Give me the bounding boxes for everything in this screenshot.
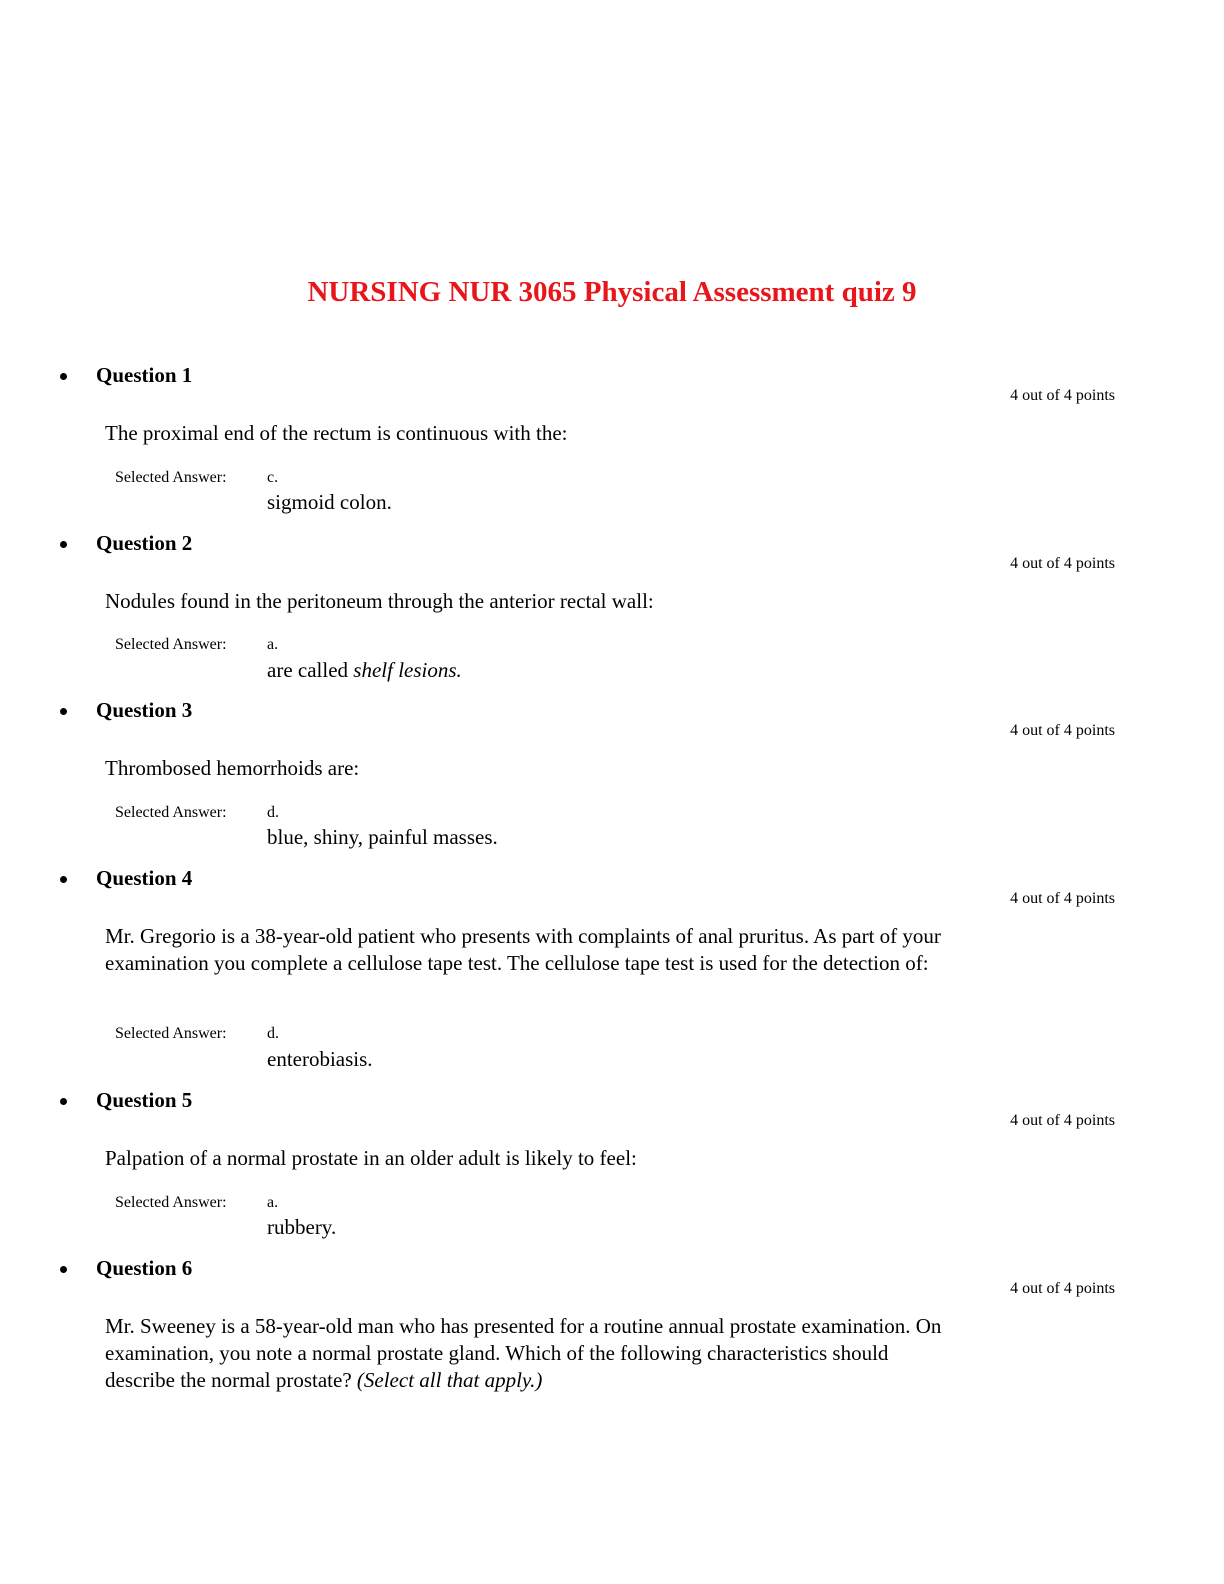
question-text-main: Mr. Gregorio is a 38-year-old patient who presents with complaints of anal pruritus. As part of your examination you complete a cellulose tape test. The cellulose tape test is used for the detection of: bbox=[105, 924, 941, 975]
question-text bbox=[105, 420, 1005, 447]
bullet-icon bbox=[60, 708, 67, 715]
selected-answer-label: Selected Answer: bbox=[115, 636, 227, 653]
answer-letter: c. bbox=[267, 469, 279, 486]
answer-text-main: are called bbox=[267, 658, 354, 682]
answer-text bbox=[267, 1214, 336, 1240]
answer-text-main: blue, shiny, painful masses. bbox=[267, 825, 498, 849]
question-text bbox=[105, 588, 1005, 615]
question-heading: Question 1 bbox=[96, 363, 193, 387]
question-text bbox=[105, 755, 1005, 782]
question-heading: Question 3 bbox=[96, 698, 193, 722]
answer-text-main: enterobiasis. bbox=[267, 1047, 373, 1071]
question-heading: Question 4 bbox=[96, 866, 193, 890]
answer-text-main: sigmoid colon. bbox=[267, 490, 392, 514]
answer-letter: d. bbox=[267, 804, 279, 821]
question-heading: Question 6 bbox=[96, 1256, 193, 1280]
question-points: 4 out of 4 points bbox=[1010, 387, 1115, 404]
bullet-icon bbox=[60, 373, 67, 380]
question-text-main: The proximal end of the rectum is continuous with the: bbox=[105, 421, 568, 445]
bullet-icon bbox=[60, 1266, 67, 1273]
answer-text-emphasis: shelf lesions. bbox=[353, 658, 462, 682]
answer-text-main: rubbery. bbox=[267, 1215, 337, 1239]
question-text bbox=[105, 1313, 955, 1394]
selected-answer-label: Selected Answer: bbox=[115, 1025, 227, 1042]
bullet-icon bbox=[60, 876, 67, 883]
answer-text bbox=[267, 489, 392, 515]
question-text-main: Thrombosed hemorrhoids are: bbox=[105, 756, 360, 780]
question-text-main: Nodules found in the peritoneum through the anterior rectal wall: bbox=[105, 589, 654, 613]
question-points: 4 out of 4 points bbox=[1010, 1112, 1115, 1129]
question-heading: Question 5 bbox=[96, 1088, 193, 1112]
answer-text bbox=[267, 824, 498, 850]
selected-answer-label: Selected Answer: bbox=[115, 804, 227, 821]
bullet-icon bbox=[60, 541, 67, 548]
answer-text bbox=[267, 657, 462, 683]
question-heading: Question 2 bbox=[96, 531, 193, 555]
answer-text bbox=[267, 1046, 373, 1072]
question-text-main: Mr. Sweeney is a 58-year-old man who has presented for a routine annual prostate examination. On examination, you note a normal prostate gland. Which of the following characteristics should describe the normal prostate? bbox=[105, 1314, 942, 1392]
answer-letter: a. bbox=[267, 1194, 279, 1211]
question-text bbox=[105, 1145, 1005, 1172]
question-text bbox=[105, 923, 995, 977]
question-points: 4 out of 4 points bbox=[1010, 555, 1115, 572]
selected-answer-label: Selected Answer: bbox=[115, 469, 227, 486]
answer-letter: d. bbox=[267, 1025, 279, 1042]
selected-answer-label: Selected Answer: bbox=[115, 1194, 227, 1211]
question-text-emphasis: (Select all that apply.) bbox=[356, 1368, 543, 1392]
question-points: 4 out of 4 points bbox=[1010, 1280, 1115, 1297]
question-points: 4 out of 4 points bbox=[1010, 722, 1115, 739]
question-points: 4 out of 4 points bbox=[1010, 890, 1115, 907]
question-text-main: Palpation of a normal prostate in an older adult is likely to feel: bbox=[105, 1146, 637, 1170]
answer-letter: a. bbox=[267, 636, 279, 653]
document-title: NURSING NUR 3065 Physical Assessment quiz 9 bbox=[307, 276, 917, 308]
bullet-icon bbox=[60, 1098, 67, 1105]
